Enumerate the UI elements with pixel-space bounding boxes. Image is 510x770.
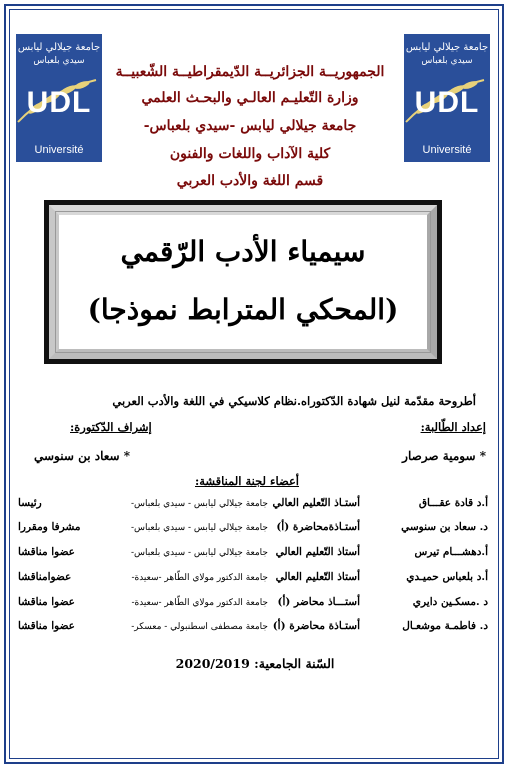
member-rank: أستاذ التّعليم العالي [275, 571, 360, 583]
header-ministry: وزارة التّعليـم العالـي والبحـث العلمي [141, 90, 359, 106]
logo-arabic-city: سيدي بلعباس [421, 56, 473, 66]
member-name: أ.د قادة عقـــاق [418, 497, 488, 509]
member-role: عضوا مناقشا [18, 596, 75, 608]
university-logo-right [404, 34, 490, 162]
member-name: د. فاطمـة موشعـال [402, 620, 488, 632]
table-row [18, 546, 488, 564]
academic-year: السّنة الجامعية: 2020/2019 [175, 656, 335, 671]
member-name: د .مسكـين دايري [412, 596, 488, 608]
logo-latin: Université [422, 144, 472, 156]
member-name: د. سعاد بن سنوسي [401, 521, 488, 533]
table-row [18, 620, 488, 638]
supervisor-name: * سعاد بن سنوسي [34, 449, 131, 463]
member-name: أ.د بلعباس حميـدي [406, 571, 488, 583]
member-university: جامعة جيلالي ليابس - سيدي بلعباس- [130, 548, 268, 558]
thesis-title: سيمياء الأدب الرّقمي [120, 235, 366, 268]
thesis-title-box [44, 200, 442, 364]
university-logo-left [16, 34, 102, 162]
table-row [18, 596, 488, 614]
member-name: أ.دهشـــام تيرس [414, 546, 488, 558]
table-row [18, 497, 488, 515]
member-rank: أستـاذة محاضرة (أ) [272, 620, 360, 632]
member-role: مشرفا ومقررا [18, 521, 81, 533]
table-row [18, 571, 488, 589]
member-university: جامعة مصطفى اسطنبولي - معسكر- [131, 622, 268, 632]
thesis-subtitle: (المحكي المترابط نموذجا) [87, 293, 399, 326]
header-faculty: كلية الآداب واللغات والفنون [169, 146, 331, 162]
student-label: إعداد الطّالبة: [420, 420, 486, 434]
table-row [18, 521, 488, 539]
header-university: جامعة جيلالي ليابس -سيدي بلعباس- [143, 118, 357, 134]
member-university: جامعة جيلالي ليابس - سيدي بلعباس- [130, 499, 268, 509]
member-rank: أستاذ التّعليم العالي [275, 546, 360, 558]
member-role: عضوا مناقشا [18, 546, 75, 558]
logo-arabic-city: سيدي بلعباس [33, 56, 85, 66]
member-university: جامعة الدكتور مولاي الطّاهر -سعيدة- [131, 598, 268, 608]
thesis-note: أطروحة مقدّمة لنيل شهادة الدّكتوراه.نظام كلاسيكي في اللغة والأدب العربي [112, 394, 476, 408]
logo-arabic-name: جامعة جيلالي ليابس [405, 42, 489, 53]
committee-title: أعضاء لجنة المناقشة: [195, 474, 299, 488]
member-university: جامعة الدكتور مولاي الطّاهر -سعيدة- [131, 573, 268, 583]
member-university: جامعة جيلالي ليابس - سيدي بلعباس- [130, 523, 268, 533]
logo-arabic-name: جامعة جيلالي ليابس [17, 42, 101, 53]
header-republic: الجمهوريــة الجزائريــة الدّيمقراطيــة الشّعبيــة [115, 64, 385, 80]
member-role: عضوا مناقشا [18, 620, 75, 632]
logo-abbr: UDL [414, 86, 480, 119]
member-role: عضوامناقشا [18, 571, 72, 583]
header-department: قسم اللغة والأدب العربي [176, 173, 324, 189]
logo-abbr: UDL [26, 86, 92, 119]
member-rank: أستـــاذ محاضر (أ) [277, 596, 360, 608]
member-rank: أستـاذ التّعليم العالي [272, 497, 360, 509]
student-name: * سومية صرصار [402, 449, 486, 463]
member-rank: أستـاذةمحاضرة (أ) [276, 521, 360, 533]
supervisor-label: إشراف الدّكتورة: [70, 420, 152, 434]
logo-latin: Université [34, 144, 84, 156]
member-role: رئيسا [18, 497, 42, 509]
